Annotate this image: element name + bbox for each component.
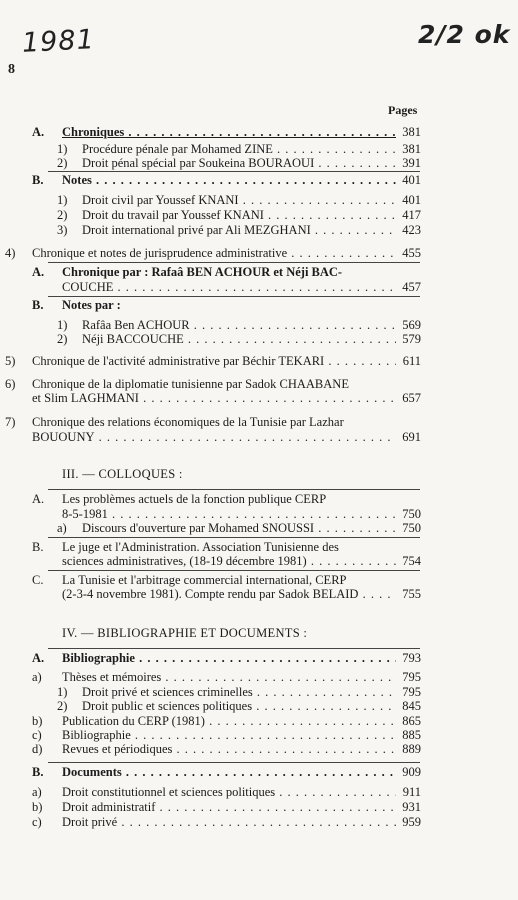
toc-entry-title: Droit pénal spécial par Soukeina BOURAOUI . . . [82,156,396,171]
toc-page-number: 569 [402,318,421,332]
toc-marker: 1) [57,142,68,156]
toc-page-number: 381 [402,125,421,139]
toc-page-number: 750 [402,507,421,521]
toc-entry-title: 8-5-1981 . . . [62,507,396,522]
toc-page-number: 611 [402,354,421,368]
pages-header: Pages [388,103,418,117]
toc-marker: a) [57,521,67,535]
toc-entry-title: Droit civil par Youssef KNANI . . . [82,193,396,208]
toc-page-number: 793 [402,651,421,665]
toc-entry-title: Notes . . . [62,173,396,188]
toc-entry-title: La Tunisie et l'arbitrage commercial international, CERP [62,573,347,587]
toc-page-number: 909 [402,765,421,779]
toc-entry-title: Bibliographie . . . [62,651,396,666]
toc-entry-title: Le juge et l'Administration. Association Tunisienne des [62,540,339,554]
toc-marker: b) [32,714,43,728]
toc-page-number: 423 [402,223,421,237]
toc-entry-title: Rafâa Ben ACHOUR . . . [82,318,396,333]
toc-entry-title: sciences administratives, (18-19 décembre 1981) . . . [62,554,396,569]
toc-page-number: 795 [402,685,421,699]
divider-rule [48,262,420,263]
toc-entry-title: (2-3-4 novembre 1981). Compte rendu par Sadok BELAID . . . [62,587,396,602]
toc-entry-title: Droit privé et sciences criminelles . . . [82,685,396,700]
toc-entry-title: Notes par : [62,298,121,312]
toc-marker: B. [32,298,44,312]
toc-entry-title: Bibliographie . . . [62,728,396,743]
toc-marker: 2) [57,332,68,346]
toc-page-number: 401 [402,173,421,187]
toc-marker: 3) [57,223,68,237]
toc-page-number: 457 [402,280,421,294]
toc-marker: 2) [57,156,68,170]
toc-entry-title: Chronique de l'activité administrative par Béchir TEKARI . . . [32,354,396,369]
toc-page-number: 795 [402,670,421,684]
toc-entry-title: Droit international privé par Ali MEZGHANI . . . [82,223,396,238]
toc-entry-title: Chronique et notes de jurisprudence administrative . . . [32,246,396,261]
toc-entry-title: Chronique par : Rafaâ BEN ACHOUR et Néji BAC- [62,265,343,279]
divider-rule [48,648,420,649]
toc-entry-title: Publication du CERP (1981) . . . [62,714,396,729]
handwritten-page-mark: 2/2 ok [418,20,511,49]
toc-page-number: 750 [402,521,421,535]
toc-page-number: 755 [402,587,421,601]
toc-marker: A. [32,492,45,506]
toc-page-number: 931 [402,800,421,814]
toc-entry-title: Documents . . . [62,765,396,780]
toc-entry-title: Chronique des relations économiques de la Tunisie par Lazhar [32,415,344,429]
toc-page-number: 579 [402,332,421,346]
divider-rule [48,762,420,763]
toc-marker: 1) [57,685,68,699]
toc-marker: A. [32,651,45,665]
toc-entry-title: et Slim LAGHMANI . . . [32,391,396,406]
toc-marker: A. [32,265,45,279]
divider-rule [48,570,420,571]
toc-entry-title: BOUOUNY . . . [32,430,396,445]
toc-marker: C. [32,573,44,587]
toc-page-number: 911 [402,785,421,799]
page-number: 8 [8,62,15,77]
toc-entry-title: IV. — BIBLIOGRAPHIE ET DOCUMENTS : [62,626,308,640]
toc-page-number: 401 [402,193,421,207]
toc-page-number: 865 [402,714,421,728]
toc-page-number: 885 [402,728,421,742]
toc-marker: a) [32,670,42,684]
toc-page-number: 691 [402,430,421,444]
toc-page-number: 845 [402,699,421,713]
toc-marker: c) [32,815,42,829]
toc-page-number: 889 [402,742,421,756]
toc-page-number: 381 [402,142,421,156]
toc-entry-title: COUCHE . . . [62,280,396,295]
toc-marker: B. [32,173,44,187]
toc-marker: a) [32,785,42,799]
toc-entry-title: Revues et périodiques . . . [62,742,396,757]
toc-entry-title: Droit du travail par Youssef KNANI . . . [82,208,396,223]
toc-entry-title: III. — COLLOQUES : [62,467,183,481]
toc-marker: 6) [5,377,16,391]
toc-page-number: 417 [402,208,421,222]
toc-marker: c) [32,728,42,742]
toc-entry-title: Néji BACCOUCHE . . . [82,332,396,347]
divider-rule [48,296,420,297]
toc-entry-title: Procédure pénale par Mohamed ZINE . . . [82,142,396,157]
toc-entry-title: Chronique de la diplomatie tunisienne par Sadok CHAABANE [32,377,349,391]
toc-entry-title: Chroniques . . . [62,125,396,140]
toc-page-number: 754 [402,554,421,568]
divider-rule [48,171,420,172]
toc-marker: 1) [57,193,68,207]
toc-marker: d) [32,742,43,756]
toc-entry-title: Thèses et mémoires . . . [62,670,396,685]
toc-entry-title: Les problèmes actuels de la fonction publique CERP [62,492,327,506]
toc-entry-title: Droit administratif . . . [62,800,396,815]
toc-marker: B. [32,540,44,554]
toc-marker: A. [32,125,45,139]
toc-page-number: 391 [402,156,421,170]
toc-marker: b) [32,800,43,814]
toc-page-number: 959 [402,815,421,829]
toc-marker: 7) [5,415,16,429]
toc-marker: 2) [57,208,68,222]
toc-entry-title: Droit public et sciences politiques . . . [82,699,396,714]
toc-page-number: 455 [402,246,421,260]
divider-rule [48,537,420,538]
toc-entry-title: Droit constitutionnel et sciences politiques . . . [62,785,396,800]
toc-page-number: 657 [402,391,421,405]
toc-marker: B. [32,765,44,779]
divider-rule [48,489,420,490]
toc-marker: 5) [5,354,16,368]
toc-marker: 4) [5,246,16,260]
toc-entry-title: Droit privé . . . [62,815,396,830]
toc-entry-title: Discours d'ouverture par Mohamed SNOUSSI . . . [82,521,396,536]
toc-marker: 2) [57,699,68,713]
toc-marker: 1) [57,318,68,332]
handwritten-year: 1981 [21,24,96,59]
